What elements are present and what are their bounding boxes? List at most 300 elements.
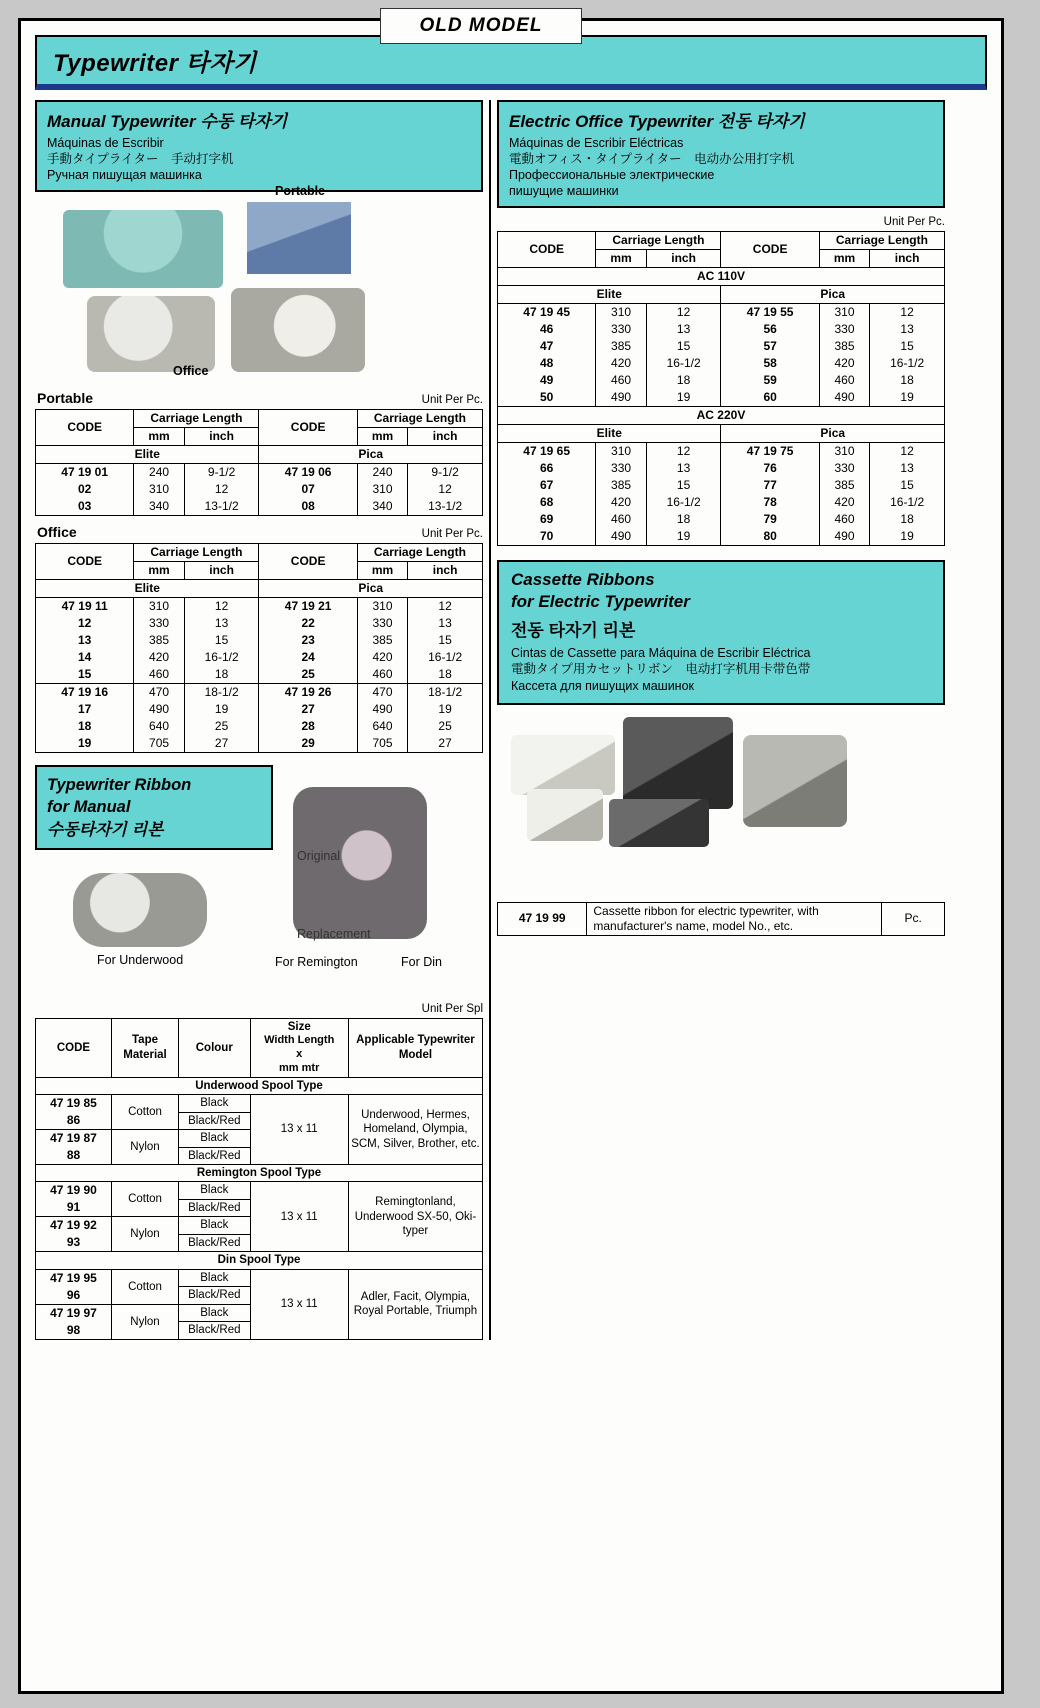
group-remington-spool: Remington Spool Type	[36, 1165, 483, 1182]
manual-typewriter-header	[35, 100, 483, 192]
manual-typewriter-subtitle-3: Ручная пишущая машинка	[47, 168, 202, 182]
cell-mm: 490	[596, 528, 646, 546]
cell-mm: 420	[357, 649, 407, 666]
header-colour: Colour	[179, 1019, 251, 1078]
header-code-left: CODE	[36, 410, 134, 446]
group-row	[36, 1165, 483, 1182]
group-row	[498, 286, 945, 304]
header-carriage-right: Carriage Length	[357, 544, 482, 562]
table-row	[36, 498, 483, 516]
cell-mm: 705	[134, 735, 184, 753]
cell-model: Underwood, Hermes, Homeland, Olympia, SCM, Silver, Brother, etc.	[348, 1095, 482, 1165]
label-replacement: Replacement	[297, 927, 371, 941]
cell-code: 47 19 21	[259, 598, 357, 616]
table-row	[498, 443, 945, 461]
cell-code: 80	[721, 528, 819, 546]
cell-inch: 13	[870, 321, 945, 338]
cell-mm: 385	[134, 632, 184, 649]
cell-inch: 16-1/2	[184, 649, 259, 666]
cell-code: 47	[498, 338, 596, 355]
cell-mm: 385	[819, 477, 869, 494]
cell-inch: 12	[184, 598, 259, 616]
cell-code: 69	[498, 511, 596, 528]
cell-code: 49	[498, 372, 596, 389]
cell-code: 47 19 26	[259, 684, 357, 702]
cell-inch: 16-1/2	[870, 355, 945, 372]
table-row	[36, 632, 483, 649]
label-for-remington: For Remington	[275, 955, 358, 969]
cell-code: 68	[498, 494, 596, 511]
cell-inch: 12	[870, 443, 945, 461]
photo-ribbon-spools-remington	[293, 787, 427, 939]
cell-inch: 25	[184, 718, 259, 735]
header-code: CODE	[36, 1019, 112, 1078]
cell-colour: Black/Red	[179, 1112, 251, 1130]
cell-mm: 460	[596, 372, 646, 389]
photo-cassette-ribbon-dark	[609, 799, 709, 847]
group-row	[498, 407, 945, 425]
cell-mm: 460	[819, 372, 869, 389]
cell-code: 47 19 75	[721, 443, 819, 461]
cell-mm: 640	[357, 718, 407, 735]
cell-mm: 385	[819, 338, 869, 355]
table-row	[498, 477, 945, 494]
group-ac110v: AC 110V	[498, 268, 945, 286]
header-mm-left: mm	[134, 562, 184, 580]
cell-code: 02	[36, 481, 134, 498]
header-carriage-right: Carriage Length	[357, 410, 482, 428]
cell-inch: 12	[646, 304, 721, 322]
cell-mm: 420	[596, 355, 646, 372]
cell-code: 15	[36, 666, 134, 684]
table-row	[498, 528, 945, 546]
cell-inch: 16-1/2	[646, 494, 721, 511]
cell-inch: 18-1/2	[184, 684, 259, 702]
cell-mm: 470	[357, 684, 407, 702]
cell-size: 13 x 11	[250, 1182, 348, 1252]
group-underwood-spool: Underwood Spool Type	[36, 1077, 483, 1094]
cell-inch: 19	[646, 389, 721, 407]
group-pica: Pica	[721, 425, 945, 443]
cell-mm: 420	[134, 649, 184, 666]
group-pica: Pica	[721, 286, 945, 304]
cell-colour: Black	[179, 1269, 251, 1287]
cell-colour: Black/Red	[179, 1322, 251, 1340]
cell-code: 66	[498, 460, 596, 477]
cell-inch: 13	[646, 321, 721, 338]
header-code-right: CODE	[721, 232, 819, 268]
cell-inch: 13	[870, 460, 945, 477]
cell-mm: 385	[596, 338, 646, 355]
table-row	[498, 511, 945, 528]
cell-code: 14	[36, 649, 134, 666]
table-row	[498, 338, 945, 355]
cell-inch: 27	[184, 735, 259, 753]
two-column-layout	[21, 90, 1001, 1340]
header-inch-left: inch	[646, 250, 721, 268]
cell-mm: 330	[134, 615, 184, 632]
cell-code: 59	[721, 372, 819, 389]
cell-inch: 15	[870, 477, 945, 494]
cell-mm: 705	[357, 735, 407, 753]
cell-code: 70	[498, 528, 596, 546]
cell-mm: 490	[819, 528, 869, 546]
cell-inch: 16-1/2	[870, 494, 945, 511]
header-carriage-right: Carriage Length	[819, 232, 944, 250]
cassette-title-line-2: for Electric Typewriter	[511, 592, 690, 612]
caption-office: Office	[173, 364, 209, 378]
cell-code: 47 19 95	[36, 1269, 112, 1287]
cell-mm: 460	[134, 666, 184, 684]
cell-inch: 13-1/2	[184, 498, 259, 516]
cell-mm: 490	[819, 389, 869, 407]
cell-colour: Black	[179, 1130, 251, 1148]
left-column	[35, 100, 483, 1340]
electric-typewriter-header	[497, 100, 945, 208]
group-elite: Elite	[498, 425, 721, 443]
cell-description: Cassette ribbon for electric typewriter, with manufacturer's name, model No., etc.	[587, 902, 882, 935]
cassette-title-kr: 전동 타자기 리본	[511, 621, 636, 641]
cell-mm: 240	[134, 464, 184, 482]
group-elite: Elite	[498, 286, 721, 304]
table-row	[498, 321, 945, 338]
cell-code: 47 19 01	[36, 464, 134, 482]
cell-inch: 18	[870, 511, 945, 528]
cell-code: 47 19 16	[36, 684, 134, 702]
cell-code: 47 19 92	[36, 1217, 112, 1235]
photo-cassette-ribbon-white	[511, 735, 615, 795]
cell-inch: 18	[646, 372, 721, 389]
cell-material: Nylon	[111, 1217, 178, 1252]
table-row	[498, 389, 945, 407]
header-inch-left: inch	[184, 428, 259, 446]
cell-mm: 490	[357, 701, 407, 718]
cell-inch: 19	[408, 701, 483, 718]
cell-mm: 310	[357, 598, 407, 616]
table-row	[498, 902, 945, 935]
cell-inch: 19	[870, 389, 945, 407]
vertical-rule	[489, 100, 491, 1340]
office-label: Office	[37, 524, 77, 540]
cell-code: 47 19 65	[498, 443, 596, 461]
cell-code: 79	[721, 511, 819, 528]
office-table-heading	[37, 524, 483, 540]
cell-code: 47 19 99	[498, 902, 587, 935]
header-mm-right: mm	[357, 562, 407, 580]
cell-size: 13 x 11	[250, 1269, 348, 1339]
table-row	[36, 649, 483, 666]
table-row	[36, 598, 483, 616]
table-row	[498, 460, 945, 477]
header-mm-right: mm	[819, 250, 869, 268]
header-carriage-left: Carriage Length	[596, 232, 721, 250]
cell-model: Adler, Facit, Olympia, Royal Portable, Triumph	[348, 1269, 482, 1339]
cell-inch: 18-1/2	[408, 684, 483, 702]
cell-inch: 16-1/2	[408, 649, 483, 666]
cell-code: 24	[259, 649, 357, 666]
cell-mm: 640	[134, 718, 184, 735]
ribbon-banner-line-2: for Manual	[47, 798, 131, 817]
ribbon-banner-line-3: 수동타자기 리본	[47, 820, 164, 839]
cell-mm: 330	[819, 460, 869, 477]
photo-cassette-ribbon-small	[527, 789, 603, 841]
cell-code: 07	[259, 481, 357, 498]
electric-typewriter-subtitle-1: Máquinas de Escribir Eléctricas	[509, 136, 684, 150]
cell-size: 13 x 11	[250, 1095, 348, 1165]
header-code-right: CODE	[259, 410, 357, 446]
label-for-din: For Din	[401, 955, 442, 969]
group-din-spool: Din Spool Type	[36, 1252, 483, 1269]
cell-inch: 15	[646, 338, 721, 355]
cell-code: 23	[259, 632, 357, 649]
header-tape-material: Tape Material	[111, 1019, 178, 1078]
photo-cassette-ribbon-grey	[743, 735, 847, 827]
cell-code: 60	[721, 389, 819, 407]
portable-table	[35, 409, 483, 516]
cell-mm: 310	[134, 481, 184, 498]
cell-inch: 9-1/2	[184, 464, 259, 482]
cell-code: 22	[259, 615, 357, 632]
photo-office-typewriter-white	[87, 296, 215, 372]
cell-inch: 12	[870, 304, 945, 322]
cell-mm: 470	[134, 684, 184, 702]
cell-code: 08	[259, 498, 357, 516]
table-row	[498, 494, 945, 511]
cell-inch: 25	[408, 718, 483, 735]
cell-code: 56	[721, 321, 819, 338]
cell-mm: 385	[357, 632, 407, 649]
cell-code: 93	[36, 1234, 112, 1252]
cell-inch: 27	[408, 735, 483, 753]
electric-typewriter-subtitle-2: 電動オフィス・タイプライター 电动办公用打字机	[509, 152, 795, 166]
cell-inch: 18	[646, 511, 721, 528]
cell-material: Cotton	[111, 1182, 178, 1217]
group-row	[498, 268, 945, 286]
manual-ribbon-block	[35, 765, 483, 995]
cassette-title-line-1: Cassette Ribbons	[511, 570, 655, 589]
header-code-left: CODE	[498, 232, 596, 268]
cassette-subtitle-2: 電動タイプ用カセットリボン 电动打字机用卡带色带	[511, 662, 811, 677]
right-column	[497, 100, 945, 1340]
manual-typewriter-photos	[35, 184, 483, 382]
table-row	[498, 304, 945, 322]
cell-colour: Black	[179, 1182, 251, 1200]
header-size-x: x	[296, 1048, 303, 1061]
cell-mm: 420	[596, 494, 646, 511]
cell-inch: 13-1/2	[408, 498, 483, 516]
photo-portable-blue-typewriter	[247, 202, 351, 274]
table-header-row	[36, 410, 483, 428]
group-elite: Elite	[36, 580, 259, 598]
cell-model: Remingtonland, Underwood SX-50, Oki-typer	[348, 1182, 482, 1252]
group-row	[498, 425, 945, 443]
cell-code: 12	[36, 615, 134, 632]
manual-typewriter-subtitle-2: 手動タイプライター 手动打字机	[47, 152, 234, 166]
cell-material: Cotton	[111, 1095, 178, 1130]
header-code-left: CODE	[36, 544, 134, 580]
table-row	[36, 666, 483, 684]
table-row	[36, 481, 483, 498]
cell-code: 17	[36, 701, 134, 718]
header-inch-left: inch	[184, 562, 259, 580]
cell-inch: 15	[646, 477, 721, 494]
header-mm-left: mm	[596, 250, 646, 268]
photo-portable-teal-typewriter	[63, 210, 223, 288]
manual-ribbon-banner	[35, 765, 273, 850]
cell-colour: Black	[179, 1095, 251, 1113]
cell-code: 28	[259, 718, 357, 735]
cell-mm: 340	[357, 498, 407, 516]
table-header-row	[36, 544, 483, 562]
cell-colour: Black/Red	[179, 1234, 251, 1252]
group-row	[36, 580, 483, 598]
electric-typewriter-title: Electric Office Typewriter 전동 타자기	[509, 112, 805, 131]
cell-mm: 310	[596, 304, 646, 322]
cell-code: 47 19 55	[721, 304, 819, 322]
portable-unit: Unit Per Pc.	[421, 394, 483, 406]
ribbon-banner-line-1: Typewriter Ribbon	[47, 776, 192, 794]
table-header-row	[36, 1019, 483, 1078]
cassette-ribbon-banner	[497, 560, 945, 705]
cell-code: 47 19 45	[498, 304, 596, 322]
portable-label: Portable	[37, 390, 94, 406]
header-inch-right: inch	[870, 250, 945, 268]
cell-code: 91	[36, 1199, 112, 1217]
table-row	[36, 464, 483, 482]
label-original: Original	[297, 849, 341, 863]
cassette-ribbon-photos	[497, 711, 945, 896]
cell-inch: 16-1/2	[646, 355, 721, 372]
column-divider	[483, 100, 497, 1340]
group-row	[36, 446, 483, 464]
cell-code: 98	[36, 1322, 112, 1340]
cell-mm: 490	[596, 389, 646, 407]
table-row	[36, 701, 483, 718]
header-code-right: CODE	[259, 544, 357, 580]
cell-code: 03	[36, 498, 134, 516]
cell-mm: 460	[357, 666, 407, 684]
office-unit: Unit Per Pc.	[421, 528, 483, 540]
cell-code: 29	[259, 735, 357, 753]
cell-mm: 420	[819, 494, 869, 511]
cell-colour: Black	[179, 1304, 251, 1322]
cell-inch: 18	[870, 372, 945, 389]
portable-table-heading	[37, 390, 483, 406]
cell-code: 18	[36, 718, 134, 735]
manual-typewriter-subtitle-1: Máquinas de Escribir	[47, 136, 164, 150]
cell-mm: 385	[596, 477, 646, 494]
cell-inch: 19	[646, 528, 721, 546]
page-title: Typewriter 타자기	[53, 50, 257, 77]
cell-inch: 9-1/2	[408, 464, 483, 482]
cell-code: 19	[36, 735, 134, 753]
cell-mm: 460	[819, 511, 869, 528]
catalog-page	[18, 18, 1004, 1694]
header-size	[250, 1019, 348, 1078]
cell-code: 13	[36, 632, 134, 649]
cell-code: 47 19 11	[36, 598, 134, 616]
header-size-sub1: Width Length	[264, 1034, 335, 1047]
cell-code: 47 19 90	[36, 1182, 112, 1200]
cassette-ribbon-table	[497, 902, 945, 936]
table-row	[498, 372, 945, 389]
group-pica: Pica	[259, 446, 483, 464]
cell-code: 78	[721, 494, 819, 511]
header-carriage-left: Carriage Length	[134, 544, 259, 562]
cassette-subtitle-1: Cintas de Cassette para Máquina de Escribir Eléctrica	[511, 646, 811, 661]
cell-code: 47 19 06	[259, 464, 357, 482]
cell-code: 96	[36, 1287, 112, 1305]
electric-typewriter-table	[497, 231, 945, 546]
cell-unit: Pc.	[882, 902, 945, 935]
table-header-row	[498, 232, 945, 250]
table-row	[36, 718, 483, 735]
cell-inch: 12	[408, 481, 483, 498]
cell-material: Cotton	[111, 1269, 178, 1304]
cell-mm: 310	[819, 304, 869, 322]
cell-mm: 310	[819, 443, 869, 461]
cell-mm: 330	[357, 615, 407, 632]
table-row	[36, 1269, 483, 1287]
electric-unit-row	[499, 216, 945, 228]
table-row	[36, 615, 483, 632]
cell-mm: 310	[357, 481, 407, 498]
photo-cassette-ribbon-black	[623, 717, 733, 809]
cell-mm: 340	[134, 498, 184, 516]
cell-mm: 460	[596, 511, 646, 528]
cell-inch: 12	[408, 598, 483, 616]
photo-ribbon-spools-underwood	[73, 873, 207, 947]
cell-inch: 15	[870, 338, 945, 355]
electric-unit: Unit Per Pc.	[883, 216, 945, 228]
cell-code: 48	[498, 355, 596, 372]
header-applicable-model: Applicable Typewriter Model	[348, 1019, 482, 1078]
header-mm-right: mm	[357, 428, 407, 446]
cell-inch: 13	[184, 615, 259, 632]
electric-typewriter-subtitle-4: пишущие машинки	[509, 184, 619, 198]
cell-material: Nylon	[111, 1130, 178, 1165]
label-for-underwood: For Underwood	[97, 953, 184, 967]
cell-code: 77	[721, 477, 819, 494]
cell-colour: Black/Red	[179, 1287, 251, 1305]
cell-mm: 330	[819, 321, 869, 338]
cell-inch: 18	[408, 666, 483, 684]
group-row	[36, 1252, 483, 1269]
table-row	[36, 1182, 483, 1200]
group-elite: Elite	[36, 446, 259, 464]
cell-inch: 13	[408, 615, 483, 632]
header-mm-left: mm	[134, 428, 184, 446]
cell-code: 47 19 85	[36, 1095, 112, 1113]
header-inch-right: inch	[408, 428, 483, 446]
header-inch-right: inch	[408, 562, 483, 580]
cell-code: 57	[721, 338, 819, 355]
cell-colour: Black/Red	[179, 1199, 251, 1217]
manual-typewriter-title: Manual Typewriter 수동 타자기	[47, 112, 288, 131]
ribbon-unit: Unit Per Spl	[421, 1003, 483, 1015]
cell-code: 58	[721, 355, 819, 372]
cell-code: 25	[259, 666, 357, 684]
cell-inch: 18	[184, 666, 259, 684]
ribbon-unit-row	[37, 1003, 483, 1015]
caption-portable: Portable	[275, 184, 326, 198]
cell-inch: 15	[184, 632, 259, 649]
cell-inch: 12	[184, 481, 259, 498]
cell-code: 47 19 87	[36, 1130, 112, 1148]
cell-code: 46	[498, 321, 596, 338]
cell-material: Nylon	[111, 1304, 178, 1339]
group-row	[36, 1077, 483, 1094]
